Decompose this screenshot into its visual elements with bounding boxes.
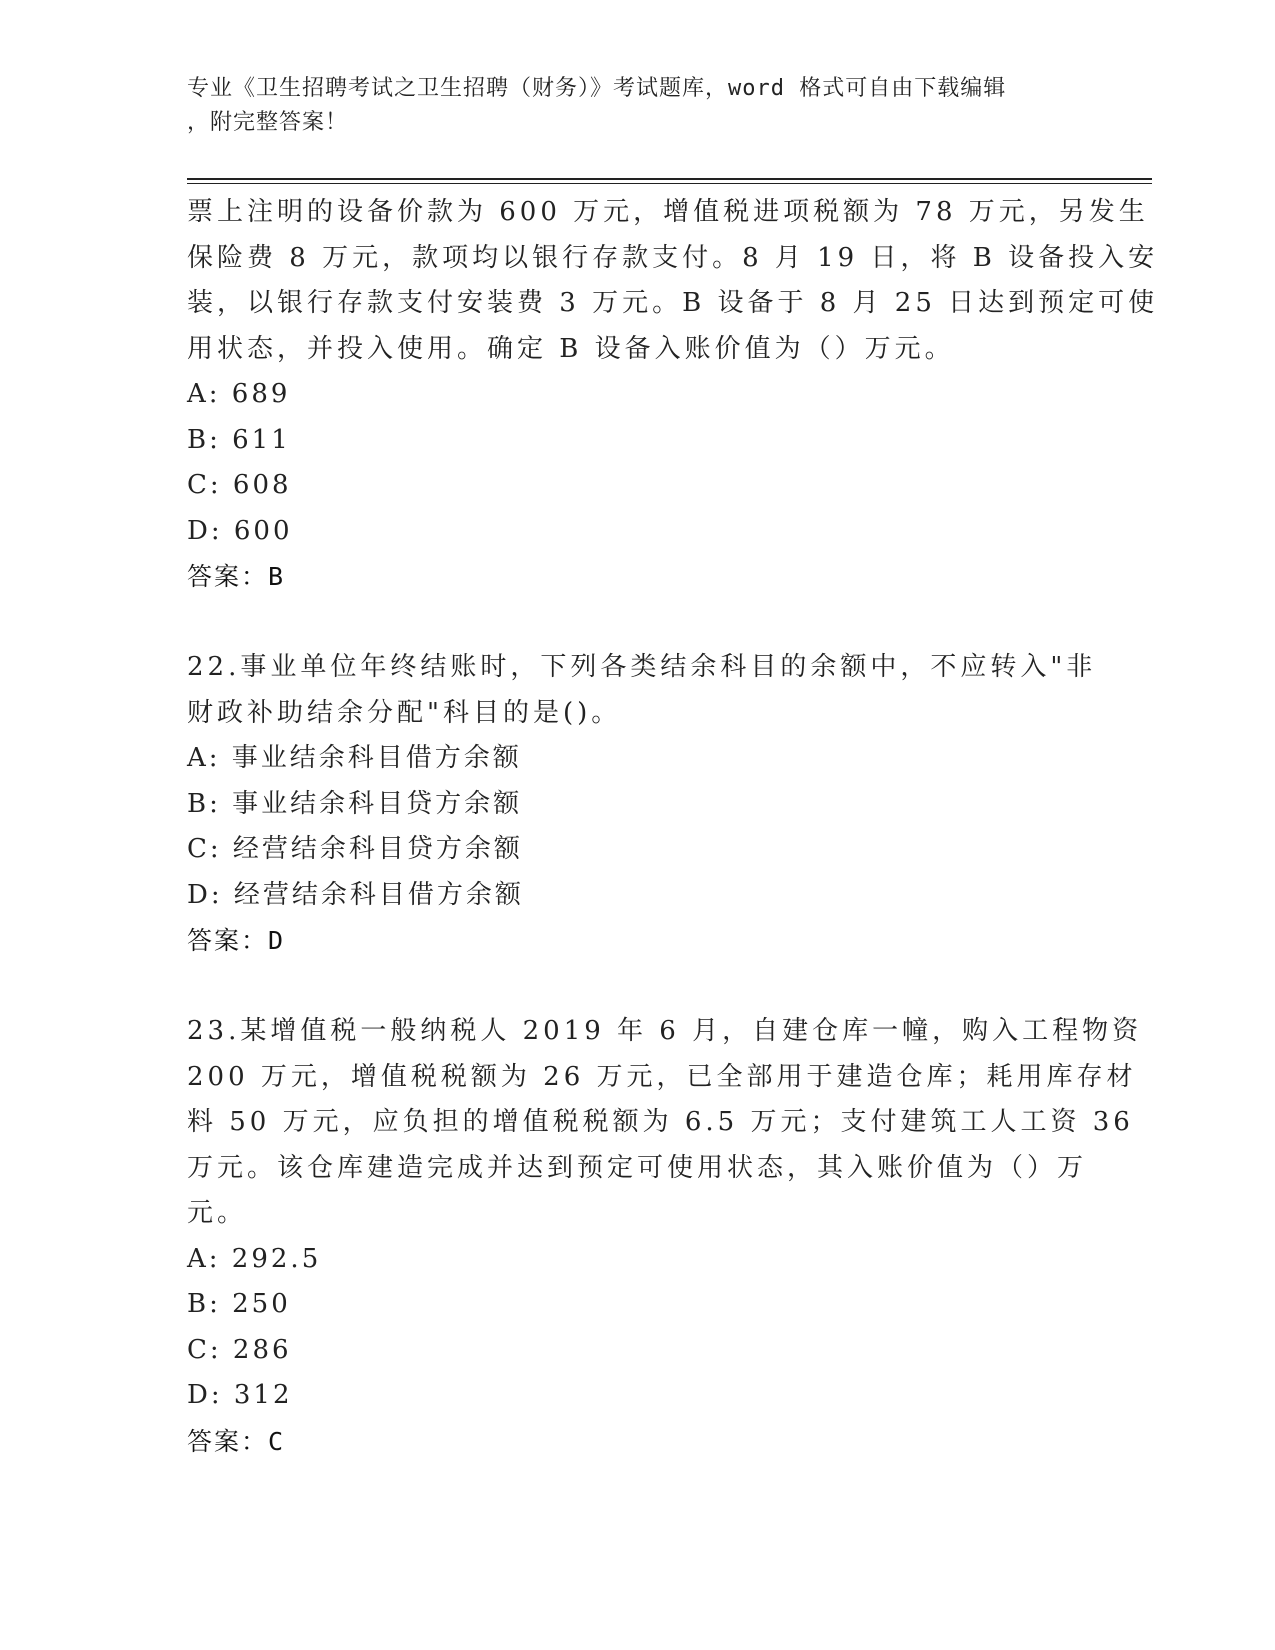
question-21-option-b: B: 611 bbox=[187, 424, 291, 455]
question-22-option-d: D: 经营结余科目借方余额 bbox=[187, 879, 524, 910]
question-23-option-b: B: 250 bbox=[187, 1289, 291, 1319]
question-21-line-3: 装，以银行存款支付安装费 3 万元。B 设备于 8 月 25 日达到预定可使 bbox=[187, 288, 1159, 318]
question-23-line-3: 料 50 万元，应负担的增值税税额为 6.5 万元；支付建筑工人工资 36 bbox=[187, 1107, 1134, 1137]
question-23-line-5: 元。 bbox=[187, 1198, 248, 1228]
question-23-text bbox=[187, 1009, 1143, 1237]
question-22-option-b: B: 事业结余科目贷方余额 bbox=[187, 788, 523, 819]
question-22-option-c: C: 经营结余科目贷方余额 bbox=[187, 834, 523, 864]
question-23-option-d: D: 312 bbox=[187, 1380, 293, 1410]
question-21-line-4: 用状态，并投入使用。确定 B 设备入账价值为（）万元。 bbox=[187, 333, 955, 364]
question-21-line-1: 票上注明的设备价款为 600 万元，增值税进项税额为 78 万元，另发生 bbox=[187, 197, 1149, 227]
question-23-line-4: 万元。该仓库建造完成并达到预定可使用状态，其入账价值为（）万 bbox=[187, 1152, 1088, 1183]
header-line-1: 专业《卫生招聘考试之卫生招聘（财务）》考试题库，word 格式可自由下载编辑 bbox=[187, 76, 1007, 101]
header-divider-thin bbox=[187, 183, 1152, 184]
question-22-answer: 答案：D bbox=[187, 926, 286, 955]
question-21 bbox=[187, 190, 1159, 600]
question-23-line-1: 23.某增值税一般纳税人 2019 年 6 月，自建仓库一幢，购入工程物资 bbox=[187, 1016, 1143, 1046]
question-23-answer: 答案：C bbox=[187, 1426, 286, 1456]
question-23-line-2: 200 万元，增值税税额为 26 万元，已全部用于建造仓库；耗用库存材 bbox=[187, 1061, 1137, 1092]
spacer bbox=[187, 600, 1087, 645]
spacer bbox=[187, 964, 1087, 1009]
question-21-option-c: C: 608 bbox=[187, 470, 292, 500]
question-22-line-1: 22.事业单位年终结账时，下列各类结余科目的余额中，不应转入"非 bbox=[187, 652, 1097, 682]
question-22-text bbox=[187, 645, 1097, 736]
question-21-text bbox=[187, 190, 1159, 372]
question-21-answer: 答案：B bbox=[187, 562, 286, 591]
question-22-line-2: 财政补助结余分配"科目的是()。 bbox=[187, 697, 622, 728]
document-header bbox=[187, 72, 1067, 140]
question-21-option-d: D: 600 bbox=[187, 515, 293, 546]
question-22 bbox=[187, 645, 1097, 964]
question-list bbox=[187, 190, 1159, 1465]
question-21-option-a: A: 689 bbox=[187, 379, 291, 409]
question-23-option-c: C: 286 bbox=[187, 1334, 292, 1365]
question-23 bbox=[187, 1009, 1143, 1465]
header-line-2: ，附完整答案！ bbox=[187, 110, 349, 135]
header-divider-thick bbox=[187, 178, 1152, 180]
question-22-option-a: A: 事业结余科目借方余额 bbox=[187, 743, 522, 773]
question-21-line-2: 保险费 8 万元，款项均以银行存款支付。8 月 19 日，将 B 设备投入安 bbox=[187, 242, 1159, 273]
question-23-option-a: A: 292.5 bbox=[187, 1243, 322, 1274]
